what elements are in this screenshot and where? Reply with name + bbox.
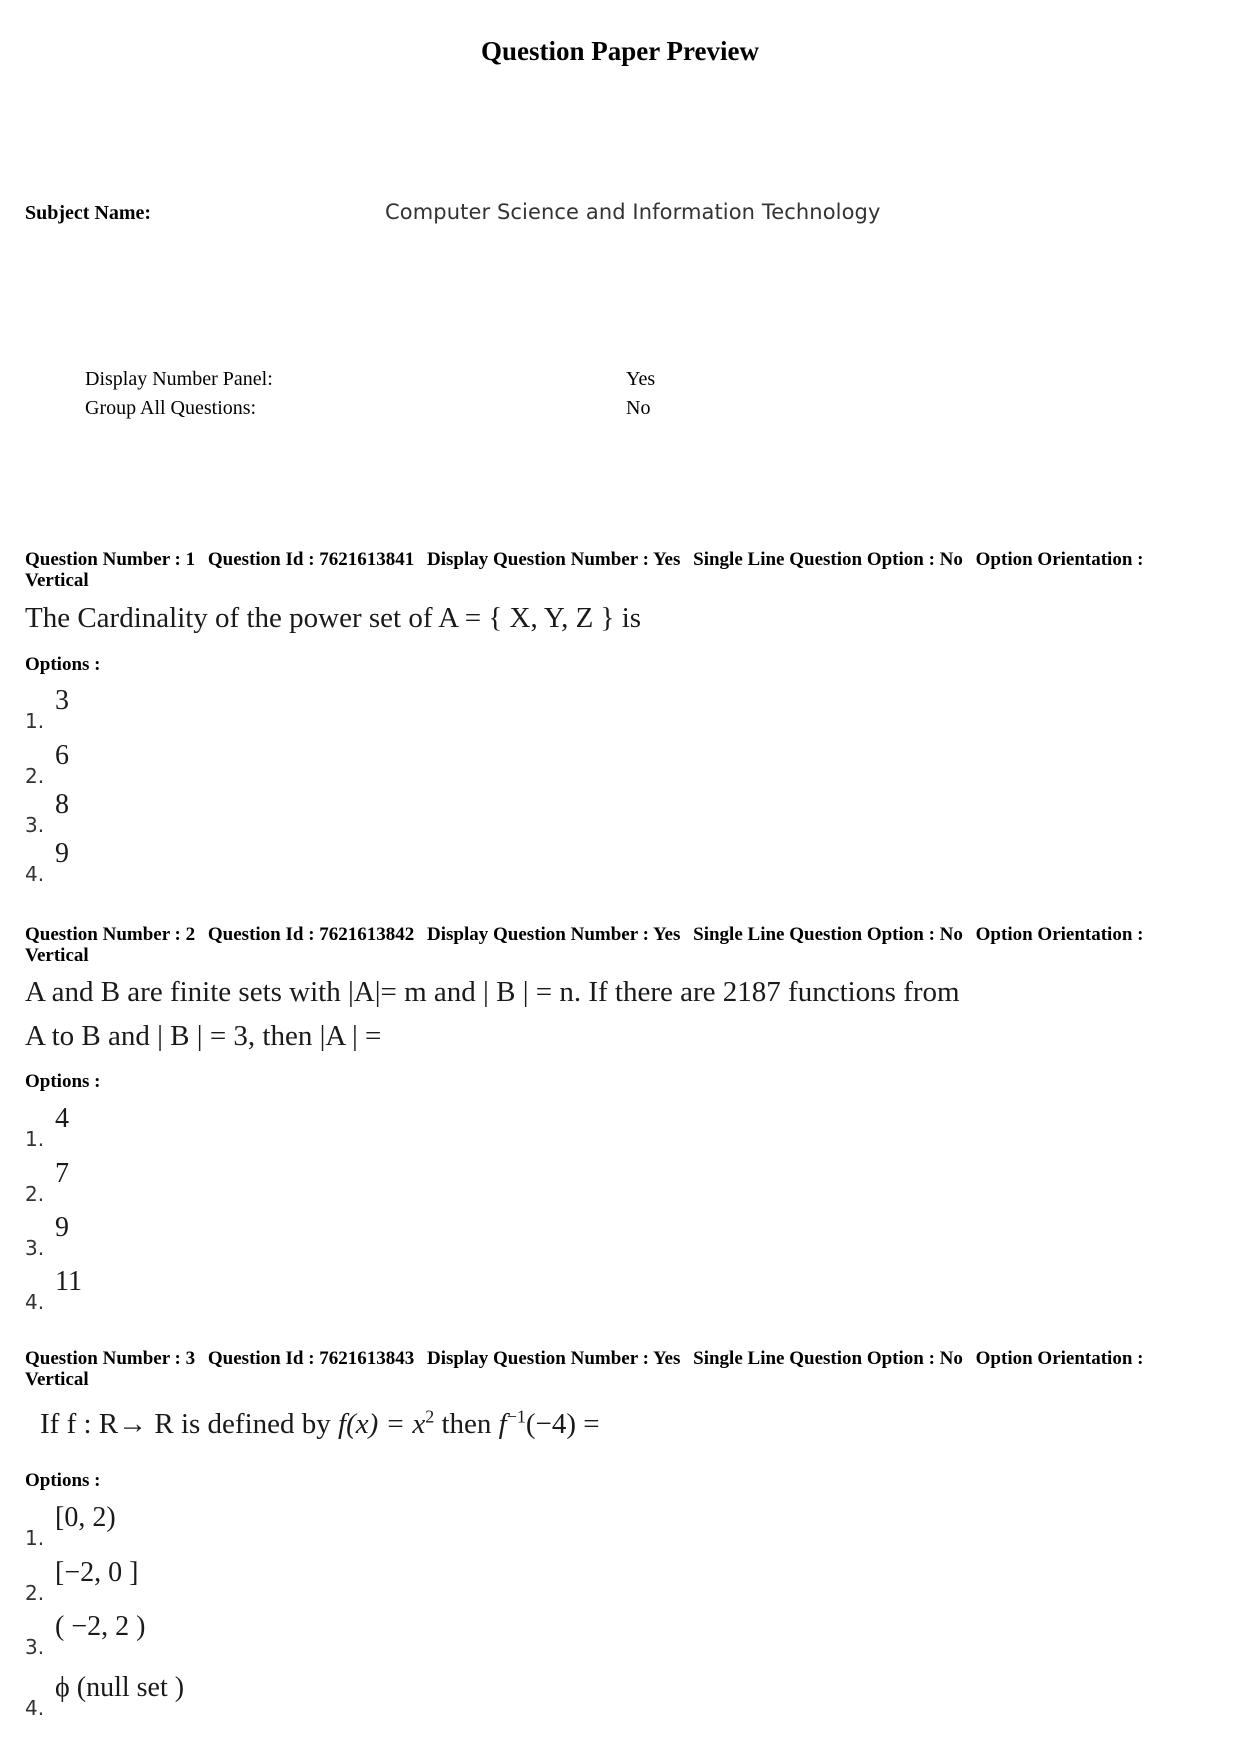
setting-value: Yes bbox=[626, 368, 656, 390]
option-number: 3. bbox=[25, 813, 45, 837]
question-1-option-3[interactable] bbox=[25, 789, 425, 837]
option-value: ϕ (null set ) bbox=[55, 1672, 185, 1703]
question-3-header bbox=[25, 1348, 1155, 1390]
display-question-number: Display Question Number : Yes bbox=[427, 549, 681, 570]
question-1-option-2[interactable] bbox=[25, 740, 425, 788]
option-number: 2. bbox=[25, 1182, 45, 1206]
setting-label: Display Number Panel: bbox=[85, 368, 273, 390]
display-question-number: Display Question Number : Yes bbox=[427, 924, 681, 945]
option-value: 9 bbox=[55, 1212, 69, 1243]
setting-value: No bbox=[626, 397, 651, 419]
options-label: Options : bbox=[25, 1470, 101, 1491]
question-3-function: f(x) = x bbox=[338, 1408, 426, 1440]
option-number: 3. bbox=[25, 1236, 45, 1260]
single-line-question-option: Single Line Question Option : No bbox=[693, 549, 963, 570]
question-2-header bbox=[25, 924, 1155, 966]
option-value: [−2, 0 ] bbox=[55, 1557, 139, 1588]
option-value: ( −2, 2 ) bbox=[55, 1611, 146, 1642]
question-3-option-3[interactable] bbox=[25, 1611, 425, 1659]
question-2-text-line-2: A to B and | B | = 3, then |A | = bbox=[25, 1020, 382, 1052]
option-orientation: Option Orientation : Vertical bbox=[25, 549, 1144, 591]
options-label: Options : bbox=[25, 654, 101, 675]
option-value: 8 bbox=[55, 789, 69, 820]
option-value: 11 bbox=[55, 1266, 82, 1297]
question-3-text-mid: then bbox=[441, 1408, 492, 1440]
option-value: 4 bbox=[55, 1103, 69, 1134]
subject-name-label: Subject Name: bbox=[25, 202, 152, 224]
question-3-text-suffix: (−4) = bbox=[525, 1408, 600, 1440]
question-2-text-line-1: A and B are finite sets with |A|= m and | B | = n. If there are 2187 functions from bbox=[25, 976, 960, 1008]
option-number: 1. bbox=[25, 709, 45, 733]
option-number: 1. bbox=[25, 1526, 45, 1550]
question-3-inverse: f bbox=[498, 1408, 507, 1440]
question-3-option-4[interactable] bbox=[25, 1672, 425, 1720]
question-3-option-1[interactable] bbox=[25, 1502, 425, 1550]
question-id: Question Id : 7621613842 bbox=[207, 924, 415, 945]
option-number: 2. bbox=[25, 1581, 45, 1605]
option-number: 4. bbox=[25, 1696, 45, 1720]
display-question-number: Display Question Number : Yes bbox=[427, 1348, 681, 1369]
option-value: [0, 2) bbox=[55, 1502, 116, 1533]
question-3-text bbox=[40, 1402, 600, 1446]
question-1-option-1[interactable] bbox=[25, 685, 425, 733]
question-number: Question Number : 1 bbox=[25, 549, 196, 570]
option-number: 3. bbox=[25, 1635, 45, 1659]
option-value: 3 bbox=[55, 685, 69, 716]
question-1-header bbox=[25, 549, 1155, 591]
question-number: Question Number : 2 bbox=[25, 924, 196, 945]
question-3-text-prefix: If f : R→ R is defined by bbox=[40, 1408, 331, 1440]
question-1-option-4[interactable] bbox=[25, 838, 425, 886]
question-3-exponent: 2 bbox=[425, 1406, 435, 1427]
option-orientation: Option Orientation : Vertical bbox=[25, 924, 1144, 966]
option-value: 7 bbox=[55, 1158, 69, 1189]
option-orientation: Option Orientation : Vertical bbox=[25, 1348, 1144, 1390]
option-value: 6 bbox=[55, 740, 69, 771]
option-value: 9 bbox=[55, 838, 69, 869]
question-number: Question Number : 3 bbox=[25, 1348, 196, 1369]
question-id: Question Id : 7621613843 bbox=[207, 1348, 415, 1369]
option-number: 2. bbox=[25, 764, 45, 788]
question-1-text: The Cardinality of the power set of A = { X, Y, Z } is bbox=[25, 602, 642, 634]
question-3-inverse-exponent: −1 bbox=[506, 1406, 526, 1427]
question-2-option-2[interactable] bbox=[25, 1158, 425, 1206]
question-2-option-4[interactable] bbox=[25, 1266, 425, 1314]
subject-name-value: Computer Science and Information Technology bbox=[385, 200, 881, 224]
single-line-question-option: Single Line Question Option : No bbox=[693, 924, 963, 945]
question-3-option-2[interactable] bbox=[25, 1557, 425, 1605]
option-number: 4. bbox=[25, 1290, 45, 1314]
page-title: Question Paper Preview bbox=[481, 36, 759, 66]
question-2-option-1[interactable] bbox=[25, 1103, 425, 1151]
setting-label: Group All Questions: bbox=[85, 397, 257, 419]
single-line-question-option: Single Line Question Option : No bbox=[693, 1348, 963, 1369]
option-number: 4. bbox=[25, 862, 45, 886]
question-id: Question Id : 7621613841 bbox=[207, 549, 415, 570]
options-label: Options : bbox=[25, 1071, 101, 1092]
option-number: 1. bbox=[25, 1127, 45, 1151]
question-2-option-3[interactable] bbox=[25, 1212, 425, 1260]
